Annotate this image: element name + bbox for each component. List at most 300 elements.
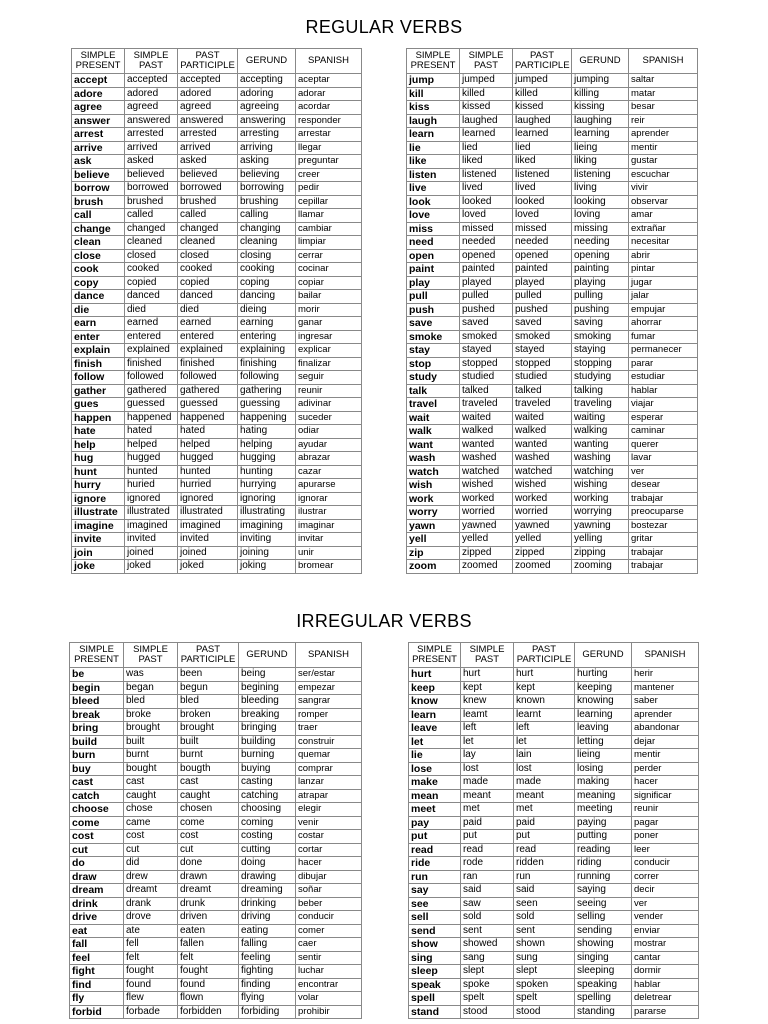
spanish-cell: seguir [296,371,362,385]
simple-past-cell: laughed [460,114,513,128]
table-row [409,1005,699,1019]
spanish-cell: bromear [296,560,362,574]
gerund-cell: helping [238,438,296,452]
simple-past-cell: bled [124,695,178,709]
past-participle-cell: cut [178,843,239,857]
past-participle-cell: zoomed [513,560,572,574]
simple-past-cell: stayed [460,344,513,358]
gerund-cell: brushing [238,195,296,209]
spanish-cell: arrestar [296,128,362,142]
table-row [409,897,699,911]
gerund-cell: cooking [238,263,296,277]
simple-present-cell: copy [72,276,125,290]
simple-present-cell: pay [409,816,461,830]
spanish-cell: abandonar [632,722,699,736]
spanish-cell: jalar [629,290,698,304]
spanish-cell: poner [632,830,699,844]
table-row [407,452,698,466]
simple-past-cell: read [461,843,514,857]
simple-past-cell: let [461,735,514,749]
gerund-cell: letting [575,735,632,749]
spanish-cell: abrir [629,249,698,263]
simple-present-cell: dream [70,884,124,898]
simple-present-cell: play [407,276,460,290]
spanish-cell: ingresar [296,330,362,344]
spanish-cell: beber [296,897,362,911]
past-participle-cell: finished [178,357,238,371]
table-row [409,992,699,1006]
spanish-cell: construir [296,735,362,749]
simple-past-cell: fell [124,938,178,952]
spanish-cell: mostrar [632,938,699,952]
gerund-cell: choosing [239,803,296,817]
table-row [72,465,362,479]
simple-present-cell: cut [70,843,124,857]
simple-past-cell: bought [124,762,178,776]
past-participle-cell: washed [513,452,572,466]
simple-present-cell: ignore [72,492,125,506]
spanish-cell: deletrear [632,992,699,1006]
spanish-cell: empezar [296,681,362,695]
table-row [72,155,362,169]
spanish-cell: conducir [296,911,362,925]
table-row [70,884,362,898]
simple-present-cell: joke [72,560,125,574]
spanish-cell: gustar [629,155,698,169]
gerund-header: GERUND [238,49,296,74]
spanish-cell: aprender [629,128,698,142]
simple-past-cell: hunted [125,465,178,479]
table-row [409,681,699,695]
simple-past-cell: slept [461,965,514,979]
simple-past-cell: danced [125,290,178,304]
simple-past-cell: sang [461,951,514,965]
simple-present-cell: travel [407,398,460,412]
gerund-cell: earning [238,317,296,331]
table-row [70,965,362,979]
past-participle-cell: left [514,722,575,736]
past-participle-cell: agreed [178,101,238,115]
simple-past-cell: sent [461,924,514,938]
simple-present-cell: adore [72,87,125,101]
simple-past-cell: asked [125,155,178,169]
spanish-cell: cambiar [296,222,362,236]
simple-present-cell: die [72,303,125,317]
gerund-cell: being [239,668,296,682]
simple-past-cell: zoomed [460,560,513,574]
gerund-cell: building [239,735,296,749]
gerund-header: GERUND [575,643,632,668]
past-participle-cell: joined [178,546,238,560]
spanish-cell: finalizar [296,357,362,371]
table-row [72,168,362,182]
past-participle-cell: forbidden [178,1005,239,1019]
gerund-cell: dreaming [239,884,296,898]
simple-present-cell: live [407,182,460,196]
simple-present-cell: forbid [70,1005,124,1019]
gerund-cell: smoking [572,330,629,344]
simple-present-cell: miss [407,222,460,236]
past-participle-cell: begun [178,681,239,695]
irregular-verbs-table-right [408,642,699,1019]
past-participle-cell: known [514,695,575,709]
past-participle-cell: lost [514,762,575,776]
table-row [72,546,362,560]
gerund-cell: agreeing [238,101,296,115]
gerund-cell: hurrying [238,479,296,493]
gerund-cell: knowing [575,695,632,709]
spanish-cell: soñar [296,884,362,898]
table-row [407,276,698,290]
past-participle-cell: kept [514,681,575,695]
gerund-cell: explaining [238,344,296,358]
past-participle-cell: yelled [513,533,572,547]
gerund-cell: doing [239,857,296,871]
gerund-cell: stopping [572,357,629,371]
gerund-cell: leaving [575,722,632,736]
table-row [407,155,698,169]
simple-present-cell: stay [407,344,460,358]
simple-present-cell: agree [72,101,125,115]
simple-past-cell: began [124,681,178,695]
spanish-cell: limpiar [296,236,362,250]
table-row [407,411,698,425]
table-row [72,452,362,466]
simple-present-cell: call [72,209,125,223]
past-participle-cell: followed [178,371,238,385]
past-participle-cell: imagined [178,519,238,533]
past-participle-cell: traveled [513,398,572,412]
table-row [72,317,362,331]
past-participle-cell: gathered [178,384,238,398]
simple-past-cell: brushed [125,195,178,209]
past-participle-cell: hunted [178,465,238,479]
gerund-cell: falling [239,938,296,952]
spanish-cell: abrazar [296,452,362,466]
table-row [70,735,362,749]
spanish-cell: prohibir [296,1005,362,1019]
simple-past-cell: smoked [460,330,513,344]
gerund-cell: joking [238,560,296,574]
simple-present-cell: illustrate [72,506,125,520]
past-participle-cell: dreamt [178,884,239,898]
gerund-cell: driving [239,911,296,925]
simple-present-cell: leave [409,722,461,736]
simple-present-cell: know [409,695,461,709]
past-participle-cell: died [178,303,238,317]
past-participle-cell: needed [513,236,572,250]
gerund-cell: gathering [238,384,296,398]
simple-present-cell: hurry [72,479,125,493]
simple-present-cell: wait [407,411,460,425]
gerund-cell: believing [238,168,296,182]
simple-past-cell: forbade [124,1005,178,1019]
past-participle-cell: cleaned [178,236,238,250]
simple-past-cell: drank [124,897,178,911]
gerund-cell: yelling [572,533,629,547]
spanish-cell: pintar [629,263,698,277]
simple-present-cell: ride [409,857,461,871]
gerund-cell: putting [575,830,632,844]
simple-past-cell: lived [460,182,513,196]
spanish-cell: traer [296,722,362,736]
simple-past-cell: brought [124,722,178,736]
gerund-cell: yawning [572,519,629,533]
simple-past-cell: broke [124,708,178,722]
simple-present-cell: cost [70,830,124,844]
gerund-cell: borrowing [238,182,296,196]
gerund-cell: keeping [575,681,632,695]
simple-present-cell: choose [70,803,124,817]
table-row [407,519,698,533]
simple-present-cell: break [70,708,124,722]
spanish-cell: viajar [629,398,698,412]
spanish-cell: jugar [629,276,698,290]
simple-past-cell: stood [461,1005,514,1019]
simple-past-cell: waited [460,411,513,425]
gerund-cell: loving [572,209,629,223]
gerund-cell: burning [239,749,296,763]
simple-present-cell: wash [407,452,460,466]
spanish-cell: cepillar [296,195,362,209]
simple-past-cell: helped [125,438,178,452]
spanish-cell: llegar [296,141,362,155]
gerund-cell: forbiding [239,1005,296,1019]
simple-present-cell: wish [407,479,460,493]
simple-present-cell: zoom [407,560,460,574]
table-row [72,276,362,290]
table-row [407,263,698,277]
spanish-cell: aceptar [296,74,362,88]
simple-past-cell: came [124,816,178,830]
simple-present-cell: ask [72,155,125,169]
past-participle-cell: stood [514,1005,575,1019]
spanish-cell: elegir [296,803,362,817]
simple-past-cell: cast [124,776,178,790]
table-row [70,843,362,857]
spanish-cell: creer [296,168,362,182]
simple-present-cell: change [72,222,125,236]
simple-present-cell: hate [72,425,125,439]
past-participle-cell: fought [178,965,239,979]
past-participle-cell: spelt [514,992,575,1006]
table-row [70,992,362,1006]
simple-past-cell: listened [460,168,513,182]
simple-past-cell: lost [461,762,514,776]
simple-present-cell: accept [72,74,125,88]
table-row [70,749,362,763]
past-participle-cell: yawned [513,519,572,533]
past-participle-cell: pushed [513,303,572,317]
gerund-cell: learning [575,708,632,722]
past-participle-cell: illustrated [178,506,238,520]
simple-present-cell: fly [70,992,124,1006]
gerund-cell: hugging [238,452,296,466]
table-row [409,924,699,938]
past-participle-cell: said [514,884,575,898]
gerund-cell: liking [572,155,629,169]
past-participle-cell: adored [178,87,238,101]
spanish-cell: besar [629,101,698,115]
spanish-cell: odiar [296,425,362,439]
simple-present-cell: meet [409,803,461,817]
gerund-cell: paying [575,816,632,830]
spanish-cell: romper [296,708,362,722]
simple-past-cell: spoke [461,978,514,992]
spanish-cell: costar [296,830,362,844]
simple-past-cell: saw [461,897,514,911]
table-row [409,708,699,722]
table-row [70,681,362,695]
simple-past-cell: chose [124,803,178,817]
simple-present-cell: finish [72,357,125,371]
past-participle-cell: wanted [513,438,572,452]
table-row [409,857,699,871]
past-participle-cell: lived [513,182,572,196]
spanish-cell: caminar [629,425,698,439]
simple-present-cell: believe [72,168,125,182]
gerund-cell: meeting [575,803,632,817]
simple-past-cell: leamt [461,708,514,722]
table-row [70,776,362,790]
table-row [72,141,362,155]
table-row [70,1005,362,1019]
simple-present-cell: read [409,843,461,857]
spanish-cell: adorar [296,87,362,101]
simple-present-cell: explain [72,344,125,358]
simple-past-cell: closed [125,249,178,263]
simple-past-cell: talked [460,384,513,398]
table-row [407,303,698,317]
past-participle-cell: brought [178,722,239,736]
table-row [72,236,362,250]
simple-past-cell: guessed [125,398,178,412]
simple-past-cell: found [124,978,178,992]
table-row [407,249,698,263]
table-row [72,411,362,425]
spanish-cell: vender [632,911,699,925]
regular-verbs-table-right [406,48,698,574]
gerund-cell: ignoring [238,492,296,506]
spanish-cell: explicar [296,344,362,358]
simple-present-cell: invite [72,533,125,547]
simple-present-cell: save [407,317,460,331]
simple-present-cell: like [407,155,460,169]
gerund-cell: imagining [238,519,296,533]
header-row [409,643,699,668]
simple-past-cell: cleaned [125,236,178,250]
past-participle-cell: joked [178,560,238,574]
spanish-cell: ver [632,897,699,911]
simple-present-cell: buy [70,762,124,776]
past-participle-cell: invited [178,533,238,547]
simple-past-cell: drove [124,911,178,925]
gerund-cell: listening [572,168,629,182]
simple-present-cell: lose [409,762,461,776]
past-participle-cell: run [514,870,575,884]
simple-past-cell: looked [460,195,513,209]
spanish-cell: atrapar [296,789,362,803]
past-participle-cell: drunk [178,897,239,911]
simple-present-header: SIMPLE PRESENT [72,49,125,74]
simple-past-header: SIMPLE PAST [460,49,513,74]
spanish-cell: parar [629,357,698,371]
table-row [72,533,362,547]
simple-present-cell: enter [72,330,125,344]
simple-past-cell: knew [461,695,514,709]
simple-past-cell: lay [461,749,514,763]
simple-past-cell: loved [460,209,513,223]
table-row [407,371,698,385]
simple-present-cell: come [70,816,124,830]
gerund-cell: hurting [575,668,632,682]
simple-present-cell: kill [407,87,460,101]
simple-past-cell: yelled [460,533,513,547]
table-row [72,384,362,398]
simple-present-cell: imagine [72,519,125,533]
spanish-cell: sangrar [296,695,362,709]
table-row [70,857,362,871]
simple-past-cell: worried [460,506,513,520]
spanish-cell: esperar [629,411,698,425]
simple-past-cell: cost [124,830,178,844]
table-row [70,830,362,844]
simple-past-cell: huried [125,479,178,493]
simple-present-cell: watch [407,465,460,479]
simple-present-cell: listen [407,168,460,182]
spanish-cell: ilustrar [296,506,362,520]
simple-present-header: SIMPLE PRESENT [407,49,460,74]
past-participle-cell: learnt [514,708,575,722]
simple-present-cell: dance [72,290,125,304]
past-participle-cell: hugged [178,452,238,466]
past-participle-cell: brushed [178,195,238,209]
spanish-cell: comer [296,924,362,938]
spanish-cell: desear [629,479,698,493]
simple-past-cell: meant [461,789,514,803]
past-participle-cell: called [178,209,238,223]
gerund-cell: changing [238,222,296,236]
table-row [407,465,698,479]
past-participle-cell: driven [178,911,239,925]
simple-present-header: SIMPLE PRESENT [70,643,124,668]
gerund-cell: entering [238,330,296,344]
simple-present-cell: smoke [407,330,460,344]
spanish-cell: dormir [632,965,699,979]
simple-past-cell: liked [460,155,513,169]
spanish-header: SPANISH [296,643,362,668]
spanish-cell: saltar [629,74,698,88]
gerund-cell: waiting [572,411,629,425]
table-row [72,195,362,209]
gerund-cell: spelling [575,992,632,1006]
spanish-cell: significar [632,789,699,803]
simple-past-cell: imagined [125,519,178,533]
past-participle-cell: seen [514,897,575,911]
table-row [70,803,362,817]
table-row [407,141,698,155]
simple-past-cell: accepted [125,74,178,88]
table-row [70,978,362,992]
simple-past-cell: walked [460,425,513,439]
gerund-cell: eating [239,924,296,938]
table-row [407,195,698,209]
simple-present-header: SIMPLE PRESENT [409,643,461,668]
gerund-cell: buying [239,762,296,776]
past-participle-cell: kissed [513,101,572,115]
gerund-cell: closing [238,249,296,263]
table-row [70,951,362,965]
